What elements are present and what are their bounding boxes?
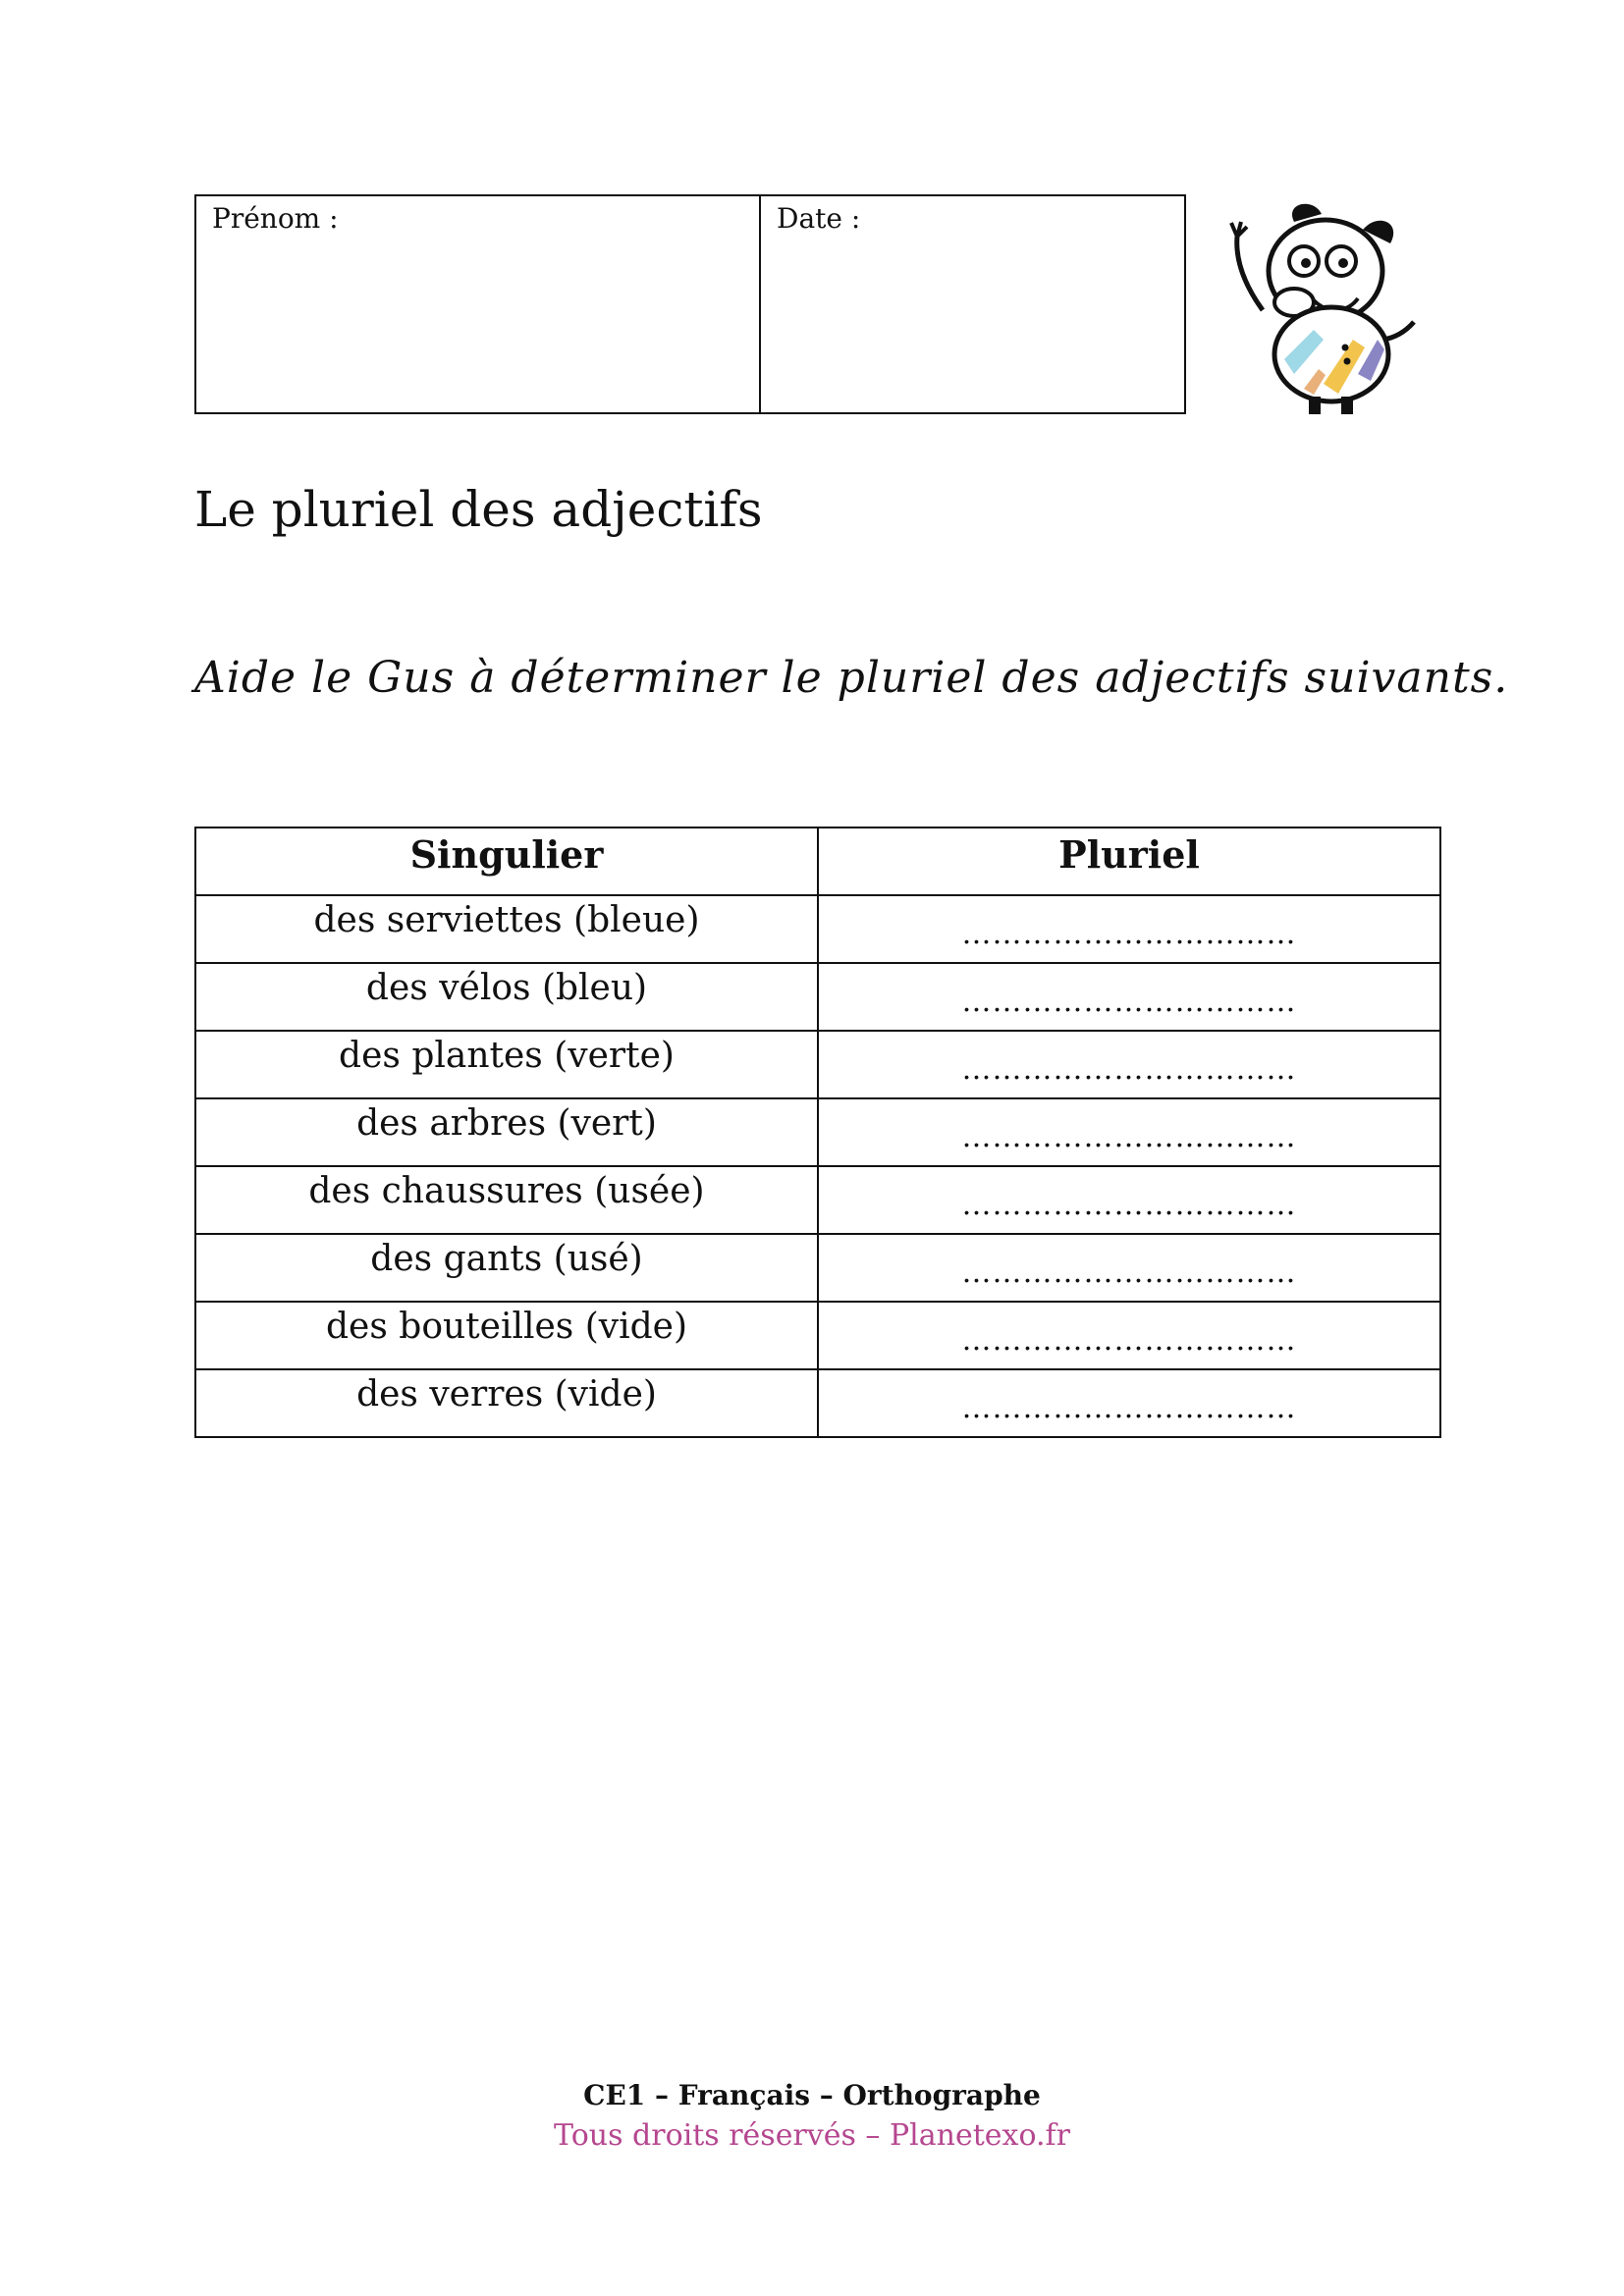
exercise-instruction: Aide le Gus à déterminer le pluriel des adjectifs suivants.: [194, 653, 1509, 703]
footer-subject: CE1 – Français – Orthographe: [583, 2079, 1041, 2111]
prenom-field[interactable]: [196, 196, 761, 412]
page-title: Le pluriel des adjectifs: [194, 481, 763, 538]
date-field[interactable]: [761, 196, 1184, 412]
singular-cell: des serviettes (bleue): [195, 895, 818, 963]
table-row: [195, 1302, 1440, 1369]
exercise-table: [194, 827, 1441, 1438]
table-row: [195, 895, 1440, 963]
singular-cell: des bouteilles (vide): [195, 1302, 818, 1369]
singular-cell: des verres (vide): [195, 1369, 818, 1437]
plural-answer-field[interactable]: ……………………………: [818, 895, 1440, 963]
column-header-pluriel: Pluriel: [818, 828, 1440, 895]
plural-answer-field[interactable]: ……………………………: [818, 1098, 1440, 1166]
plural-answer-field[interactable]: ……………………………: [818, 1369, 1440, 1437]
footer-copyright-link[interactable]: Tous droits réservés – Planetexo.fr: [554, 2118, 1070, 2153]
date-label: Date :: [777, 202, 861, 235]
plural-answer-field[interactable]: ……………………………: [818, 1166, 1440, 1234]
singular-cell: des gants (usé): [195, 1234, 818, 1302]
table-row: [195, 1031, 1440, 1098]
singular-cell: des chaussures (usée): [195, 1166, 818, 1234]
singular-cell: des vélos (bleu): [195, 963, 818, 1031]
table-row: [195, 1234, 1440, 1302]
plural-answer-field[interactable]: ……………………………: [818, 963, 1440, 1031]
table-row: [195, 1166, 1440, 1234]
plural-answer-field[interactable]: ……………………………: [818, 1031, 1440, 1098]
plural-answer-field[interactable]: ……………………………: [818, 1302, 1440, 1369]
plural-answer-field[interactable]: ……………………………: [818, 1234, 1440, 1302]
column-header-singulier: Singulier: [195, 828, 818, 895]
prenom-label: Prénom :: [212, 202, 339, 235]
gus-mascot-icon: [1216, 192, 1432, 418]
student-info-box: [194, 194, 1186, 414]
singular-cell: des arbres (vert): [195, 1098, 818, 1166]
table-row: [195, 1369, 1440, 1437]
singular-cell: des plantes (verte): [195, 1031, 818, 1098]
table-row: [195, 1098, 1440, 1166]
table-header-row: [195, 828, 1440, 895]
table-row: [195, 963, 1440, 1031]
